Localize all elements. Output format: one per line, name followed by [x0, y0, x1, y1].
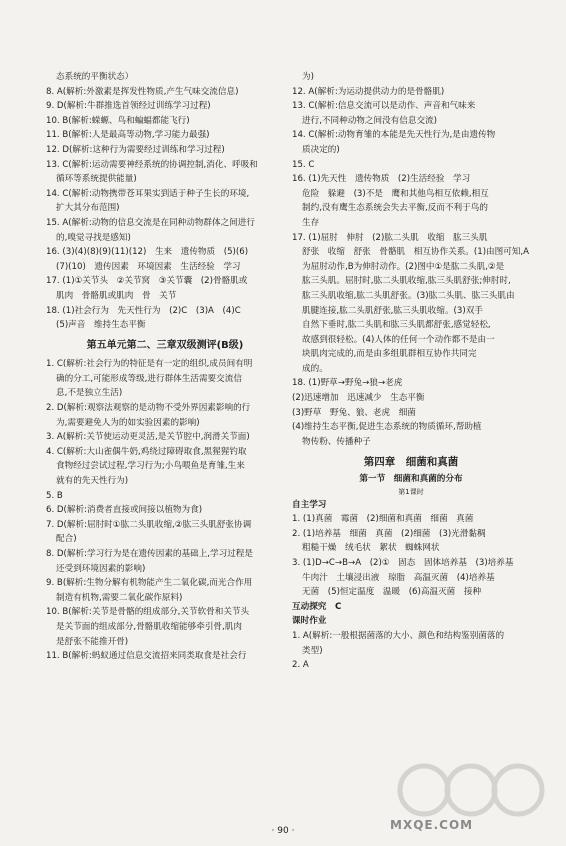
answer-line: 16. (1)先天性 遗传物质 (2)生活经验 学习 — [292, 174, 471, 185]
answer-line: 16. (3)(4)(8)(9)(11)(12) 生来 遗传物质 (5)(6) — [46, 247, 249, 258]
answer-line: (5)声音 维持生态平衡 — [56, 320, 146, 331]
training-heading: 课时作业 — [292, 616, 327, 627]
answer-line: 肱三头肌。屈肘时,肱二头肌收缩,肱三头肌舒张;伸肘时, — [302, 276, 511, 287]
answer-line: 2. D(解析:观察法观察的是动物不受外界因素影响的行 — [46, 403, 251, 414]
answer-line: 10. B(解析:蝾螈、鸟和蝙蝠都能飞行) — [46, 115, 190, 126]
answer-line: 1. A(解析:一般根据菌落的大小、颜色和结构鉴别菌落的 — [292, 630, 505, 641]
section-heading: 第五单元第二、三章双级测评(B级) — [86, 339, 244, 351]
answer-line: 食物经过尝试过程,学习行为;小鸟喂鱼是育雏,生来 — [56, 461, 245, 472]
lesson-label: 第1课时 — [398, 487, 424, 496]
answer-line: 肌腱连接,肱二头肌舒张,肱三头肌收缩。(3)双手 — [302, 305, 483, 316]
answer-line: 类型) — [302, 645, 323, 656]
answer-line: 5. B — [46, 490, 63, 501]
answer-line: 是舒张不能推开骨) — [56, 636, 129, 647]
answer-line: 粗糙干燥 绒毛状 絮状 蜘蛛网状 — [302, 543, 440, 554]
answer-line: 7. D(解析:屈肘时①肱二头肌收缩,②肱三头肌舒张协调 — [46, 519, 252, 530]
answer-line: 10. B(解析:关节是骨骼的组成部分,关节软骨和关节头 — [46, 607, 250, 618]
answer-line: 为,需要避免人为的如实验因素的影响) — [56, 417, 200, 428]
answer-line: (2)迅速增加 迅速减少 生态平衡 — [292, 393, 425, 404]
answer-line: 14. C(解析:动物育雏的本能是先天性行为,是由遗传物 — [292, 130, 496, 141]
answer-line: 3. A(解析:关节使运动更灵活,是关节腔中,润滑关节面) — [46, 432, 250, 443]
answer-line: 12. A(解析:为运动提供动力的是骨骼肌) — [292, 86, 445, 97]
answer-line: 危险 躲避 (3)不是 鹰和其他鸟相互依赖,相互 — [302, 188, 489, 199]
answer-line: 4. C(解析:大山雀偶牛奶,鸡绕过障碍取食,黑猩猩钓取 — [46, 446, 247, 457]
answer-line: 制约,没有鹰生态系统会失去平衡,反而不利于鸟的 — [302, 203, 488, 214]
answer-line: 17. (1)①关节头 ②关节窝 ③关节囊 (2)骨骼肌或 — [46, 276, 248, 287]
answer-line: 块肌肉完成的,而是由多组肌群相互协作共同完 — [302, 349, 477, 360]
answer-line: 14. C(解析:动物携带苍耳果实到适于种子生长的环境, — [46, 188, 250, 199]
answer-line: 生存 — [302, 217, 320, 228]
interactive-heading: 互动探究 C — [292, 601, 342, 612]
answer-line: 是关节面的组成部分,骨骼肌收缩能够牵引骨,肌肉 — [56, 621, 242, 632]
answer-line: 18. (1)野草→野兔→狼→老虎 — [292, 378, 403, 389]
answer-line: 成的。 — [302, 363, 328, 374]
answer-line: 制造有机物,需要二氧化碳作原料) — [56, 592, 183, 603]
answer-line: (3)野草 野兔、狼、老虎 细菌 — [292, 407, 416, 418]
answer-line: 无菌 (5)恒定温度 温暖 (6)高温灭菌 接种 — [302, 587, 482, 598]
answer-line: 物传粉、传播种子 — [302, 436, 371, 447]
answer-line: 8. D(解析:学习行为是在遗传因素的基础上,学习过程是 — [46, 549, 253, 559]
answer-line: 2. A — [292, 660, 309, 671]
answer-line: 态系统的平衡状态） — [56, 72, 134, 82]
answer-line: 息,不是独立生活) — [56, 388, 123, 399]
chapter-title: 第四章 细菌和真菌 — [363, 456, 459, 469]
section-title: 第一节 细菌和真菌的分布 — [359, 474, 463, 485]
answer-line: (7)(10) 遗传因素 环境因素 生活经验 学习 — [56, 261, 241, 272]
answer-line: 2. (1)培养基 细菌 真菌 (2)细菌 (3)光滑黏稠 — [292, 528, 486, 539]
answer-line: 自然下垂时,肱二头肌和肱三头肌都舒张,感觉轻松, — [302, 320, 491, 331]
answer-line: 故感到很轻松。(4)人体的任何一个动作都不是由一 — [302, 334, 495, 345]
left-column — [46, 70, 284, 664]
answer-line: 配合) — [56, 534, 77, 545]
answer-line: 11. B(解析:人是最高等动物,学习能力最强) — [46, 130, 210, 141]
answer-line: 1. (1)真菌 霉菌 (2)细菌和真菌 细菌 真菌 — [292, 514, 474, 525]
answer-line: 循环等系统提供能量) — [56, 174, 137, 185]
answer-line: 9. B(解析:生物分解有机物能产生二氧化碳,而光合作用 — [46, 578, 253, 589]
answer-line: 15. A(解析:动物的信息交流是在同种动物群体之间进行 — [46, 217, 255, 228]
answer-line: 8. A(解析:外激素是挥发性物质,产生气味交流信息) — [46, 86, 239, 97]
answer-line: 15. C — [292, 159, 315, 170]
answer-line: 为) — [302, 72, 314, 82]
answer-line: 1. C(解析:社会行为的特征是有一定的组织,成员间有明 — [46, 359, 253, 370]
answer-line: 11. B(解析:蚂蚁通过信息交流招来同类取食是社会行 — [46, 651, 247, 662]
right-column — [292, 70, 530, 673]
answer-line: 进行,不同种动物之间没有信息交流) — [302, 115, 437, 126]
answer-line: 肱三头肌收缩,肱二头肌舒张。(3)肱二头肌、肱三头肌由 — [302, 290, 515, 301]
answer-line: 扩大其分布范围) — [56, 203, 120, 214]
answer-line: 舒张 收缩 舒张 骨骼肌 相互协作关系。(1)由图可知,A — [302, 247, 530, 258]
answer-line: 还受到环境因素的影响) — [56, 563, 146, 574]
answer-line: 为屈肘动作,B为伸肘动作。(2)图中①是肱二头肌,②是 — [302, 261, 505, 272]
answer-line: 9. D(解析:牛群推选首领经过训练学习过程) — [46, 101, 211, 112]
answer-line: 就有的先天性行为) — [56, 476, 129, 487]
answer-line: (4)维持生态平衡,促进生态系统的物质循环,帮助植 — [292, 422, 482, 433]
answer-line: 13. C(解析:运动需要神经系统的协调控制,消化、呼吸和 — [46, 159, 258, 170]
answer-line: 18. (1)社会行为 先天性行为 (2)C (3)A (4)C — [46, 305, 241, 316]
answer-line: 的,嗅觉寻找是感知) — [56, 232, 131, 243]
page-number: · 90 · — [271, 826, 295, 836]
answer-line: 3. (1)D→C→B→A (2)① 固态 固体培养基 (3)培养基 — [292, 558, 514, 568]
watermark-text: MXQE.COM — [390, 818, 474, 832]
answer-line: 质决定的) — [302, 144, 340, 155]
answer-line: 17. (1)屈肘 伸肘 (2)肱二头肌 收缩 肱三头肌 — [292, 232, 488, 243]
answer-line: 确的分工,可能形成等级,进行群体生活需要交流信 — [56, 373, 242, 384]
answer-line: 6. D(解析:消费者直接或间接以植物为食) — [46, 505, 203, 516]
self-study-heading: 自主学习 — [292, 499, 327, 510]
answer-line: 13. C(解析:信息交流可以是动作、声音和气味来 — [292, 101, 476, 112]
answer-line: 肌肉 骨骼肌或肌肉 骨 关节 — [56, 290, 177, 301]
answer-line: 牛肉汁 土壤浸出液 琼脂 高温灭菌 (4)培养基 — [302, 572, 495, 583]
answer-line: 12. D(解析:这种行为需要经过训练和学习过程) — [46, 144, 225, 155]
